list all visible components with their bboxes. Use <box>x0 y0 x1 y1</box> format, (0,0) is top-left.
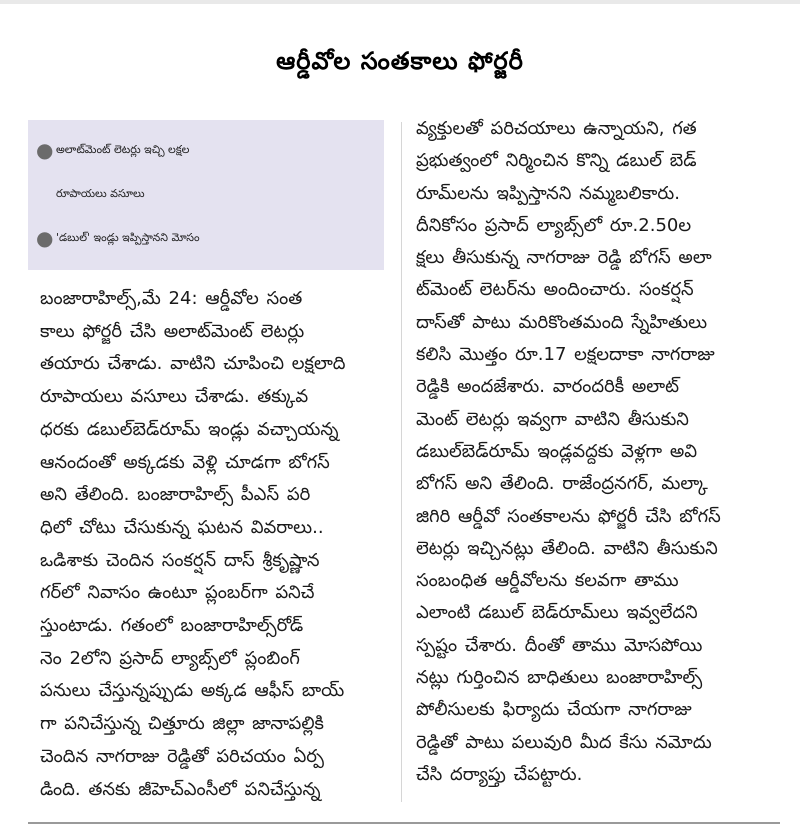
highlight-line: అలాట్‌మెంట్ లెటర్లు ఇచ్చి లక్షల <box>56 143 190 156</box>
article-line: స్పష్టం చేశారు. దీంతో తాము మోసపోయి <box>416 634 703 656</box>
article-line: స్తుంటాడు. గతంలో బంజారాహిల్స్‌రోడ్ <box>40 615 304 637</box>
article-line: చెందిన నాగరాజు రెడ్డితో పరిచయం ఏర్ప <box>40 745 324 767</box>
article-line: దాస్‌తో పాటు మరికొంతమంది స్నేహితులు <box>416 311 708 333</box>
article-line: అని తేలింది. బంజారాహిల్స్ పీఎస్ పరి <box>40 484 311 506</box>
highlight-item <box>34 128 378 216</box>
article-right-column <box>416 113 780 791</box>
highlight-line: 'డబుల్' ఇండ్లు ఇప్పిస్తానని మోసం <box>56 231 200 244</box>
highlights-box <box>28 120 384 270</box>
article-line: క్షలు తీసుకున్న నాగరాజు రెడ్డి బోగస్ అలా <box>416 247 712 269</box>
article-line: సంబంధిత ఆర్డీవోలను కలవగా తాము <box>416 570 679 592</box>
article-line: జిగిరి ఆర్డీవో సంతకాలను ఫోర్జరీ చేసి బోగస్ <box>416 505 721 527</box>
article-line: నెం 2లోని ప్రసాద్ ల్యాబ్స్‌లో ప్లంబింగ్ <box>40 647 300 669</box>
article-line: గా పనిచేస్తున్న చిత్తూరు జిల్లా జానాపల్లికి <box>40 713 324 735</box>
article-line: తయారు చేశాడు. వాటిని చూపించి లక్షలాది <box>40 353 346 375</box>
article-line: రూమ్‌లను ఇప్పిస్తానని నమ్మబలికారు. <box>416 182 680 204</box>
highlight-item <box>34 216 378 260</box>
article-line: పనులు చేస్తున్నప్పుడు అక్కడ ఆఫీస్ బాయ్ <box>40 680 345 702</box>
article-line: ఒడిశాకు చెందిన సంకర్షన్ దాస్ శ్రీకృష్ణాన <box>40 549 320 571</box>
article-line: వ్యక్తులతో పరిచయాలు ఉన్నాయని, గత <box>416 118 697 139</box>
column-divider <box>401 122 402 802</box>
article-line: ధిలో చోటు చేసుకున్న ఘటన వివరాలు.. <box>40 516 324 538</box>
article-line: రెడ్డికి అందజేశారు. వారందరికీ అలాట్ <box>416 376 680 398</box>
article-line: ఆనందంతో అక్కడకు వెళ్లి చూడగా బోగస్ <box>40 451 330 473</box>
article-line: ప్రభుత్వంలో నిర్మించిన కొన్ని డబుల్ బెడ్ <box>416 150 697 172</box>
bottom-rule <box>28 822 780 824</box>
article-line: దీనికోసం ప్రసాద్ ల్యాబ్స్‌లో రూ.2.50ల <box>416 214 692 236</box>
article-line: నట్లు గుర్తించిన బాధితులు బంజారాహిల్స్ <box>416 667 703 689</box>
article-line: ట్‌మెంట్ లెటర్‌ను అందించారు. సంకర్షన్ <box>416 279 694 301</box>
article-line: మెంట్ లెటర్లు ఇవ్వగా వాటిని తీసుకుని <box>416 408 689 430</box>
bullet-dot-icon: ● <box>36 226 54 250</box>
article-line: కాలు ఫోర్జరీ చేసి అలాట్‌మెంట్ లెటర్లు <box>40 320 305 342</box>
article-line: బోగస్ అని తేలింది. రాజేంద్రనగర్, మల్కా <box>416 473 708 495</box>
article-line: చేసి దర్యాప్తు చేపట్టారు. <box>416 763 583 785</box>
article-line: కలిసి మొత్తం రూ.17 లక్షలదాకా నాగరాజు <box>416 344 715 366</box>
article-left-column <box>40 283 386 806</box>
bullet-dot-icon: ● <box>36 138 54 162</box>
article-line: ధరకు డబుల్‌బెడ్‌రూమ్ ఇండ్లు వచ్చాయన్న <box>40 418 339 440</box>
article-line: రూపాయలు వసూలు చేశాడు. తక్కువ <box>40 386 309 408</box>
article-line: బంజారాహిల్స్,మే 24: ఆర్డీవోల సంత <box>40 288 303 309</box>
article-line: పోలీసులకు ఫిర్యాదు చేయగా నాగరాజు <box>416 699 692 721</box>
article-line: డింది. తనకు జీహెచ్ఎంసీలో పనిచేస్తున్న <box>40 778 321 800</box>
top-border-strip <box>0 0 800 4</box>
article-line: డబుల్‌బెడ్‌రూమ్ ఇండ్లవద్దకు వెళ్లగా అవి <box>416 440 698 462</box>
article-line: గర్‌లో నివాసం ఉంటూ ప్లంబర్‌గా పనిచే <box>40 582 315 604</box>
article-line: లెటర్లు ఇచ్చినట్లు తేలింది. వాటిని తీసుకుని <box>416 537 718 559</box>
article-line: ఎలాంటి డబుల్ బెడ్‌రూమ్‌లు ఇవ్వలేదని <box>416 602 698 624</box>
article-line: రెడ్డితో పాటు పలువురి మీద కేసు నమోదు <box>416 731 712 753</box>
highlight-line: రూపాయలు వసూలు <box>56 187 145 200</box>
headline: ఆర్డీవోల సంతకాలు ఫోర్జరీ <box>276 47 524 75</box>
